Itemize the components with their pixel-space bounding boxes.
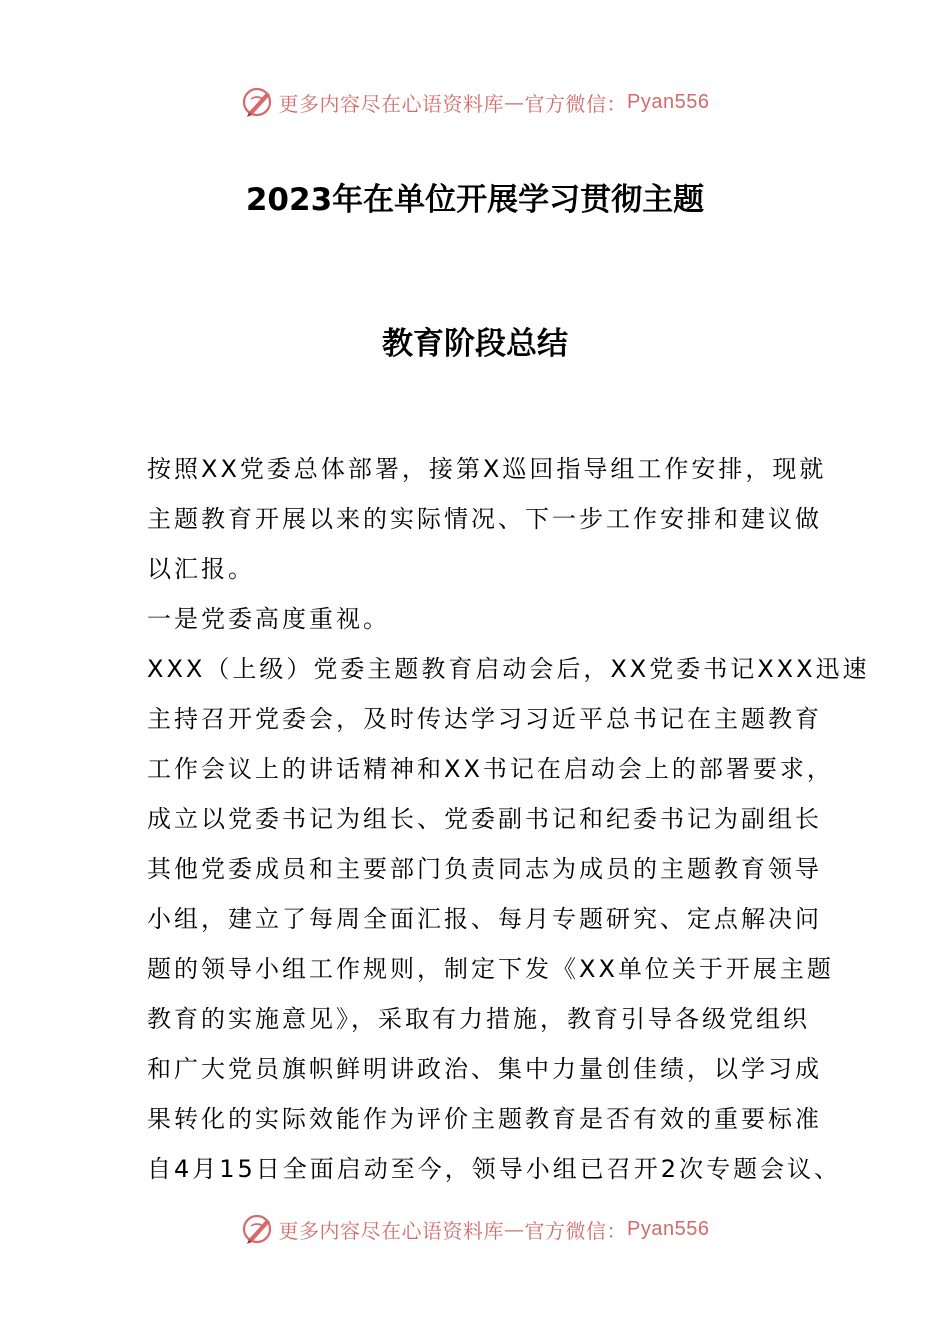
body-line: 小组，建立了每周全面汇报、每月专题研究、定点解决问 bbox=[147, 905, 822, 933]
body-line: 主持召开党委会，及时传达学习习近平总书记在主题教育 bbox=[147, 705, 822, 733]
document-title-line-2: 教育阶段总结 bbox=[382, 326, 568, 362]
watermark-brand: 更多内容尽在心语资料库 bbox=[278, 91, 505, 116]
document-body bbox=[147, 444, 870, 1194]
body-line: 按照XX党委总体部署，接第X巡回指导组工作安排，现就 bbox=[147, 455, 827, 483]
pen-seal-icon bbox=[241, 85, 275, 119]
body-line: XXX（上级）党委主题教育启动会后，XX党委书记XXX迅速 bbox=[147, 655, 870, 683]
body-line: 自4月15日全面启动至今，领导小组已召开2次专题会议、 bbox=[147, 1155, 842, 1183]
watermark-dash: — bbox=[504, 1217, 525, 1241]
header-watermark bbox=[0, 82, 950, 122]
watermark-label: 官方微信： bbox=[524, 91, 628, 116]
watermark-dash: — bbox=[504, 90, 525, 114]
body-line: 和广大党员旗帜鲜明讲政治、集中力量创佳绩，以学习成 bbox=[147, 1055, 822, 1083]
body-line: 教育的实施意见》，采取有力措施，教育引导各级党组织 bbox=[147, 1005, 810, 1033]
body-line: 以汇报。 bbox=[147, 555, 255, 583]
watermark-handle: Pyan556 bbox=[627, 90, 710, 113]
document-title-line-1: 2023年在单位开展学习贯彻主题 bbox=[245, 182, 705, 218]
pen-seal-icon bbox=[241, 1212, 275, 1246]
body-line: 工作会议上的讲话精神和XX书记在启动会上的部署要求， bbox=[147, 755, 834, 783]
body-line: 题的领导小组工作规则，制定下发《XX单位关于开展主题 bbox=[147, 955, 834, 983]
watermark-handle: Pyan556 bbox=[627, 1217, 710, 1240]
body-line: 成立以党委书记为组长、党委副书记和纪委书记为副组长 bbox=[147, 805, 822, 833]
watermark-brand: 更多内容尽在心语资料库 bbox=[278, 1218, 505, 1243]
watermark-label: 官方微信： bbox=[524, 1218, 628, 1243]
section-heading: 一是党委高度重视。 bbox=[147, 605, 390, 633]
footer-watermark bbox=[0, 1209, 950, 1249]
body-line: 果转化的实际效能作为评价主题教育是否有效的重要标准 bbox=[147, 1105, 822, 1133]
body-line: 主题教育开展以来的实际情况、下一步工作安排和建议做 bbox=[147, 505, 822, 533]
body-line: 其他党委成员和主要部门负责同志为成员的主题教育领导 bbox=[147, 855, 822, 883]
